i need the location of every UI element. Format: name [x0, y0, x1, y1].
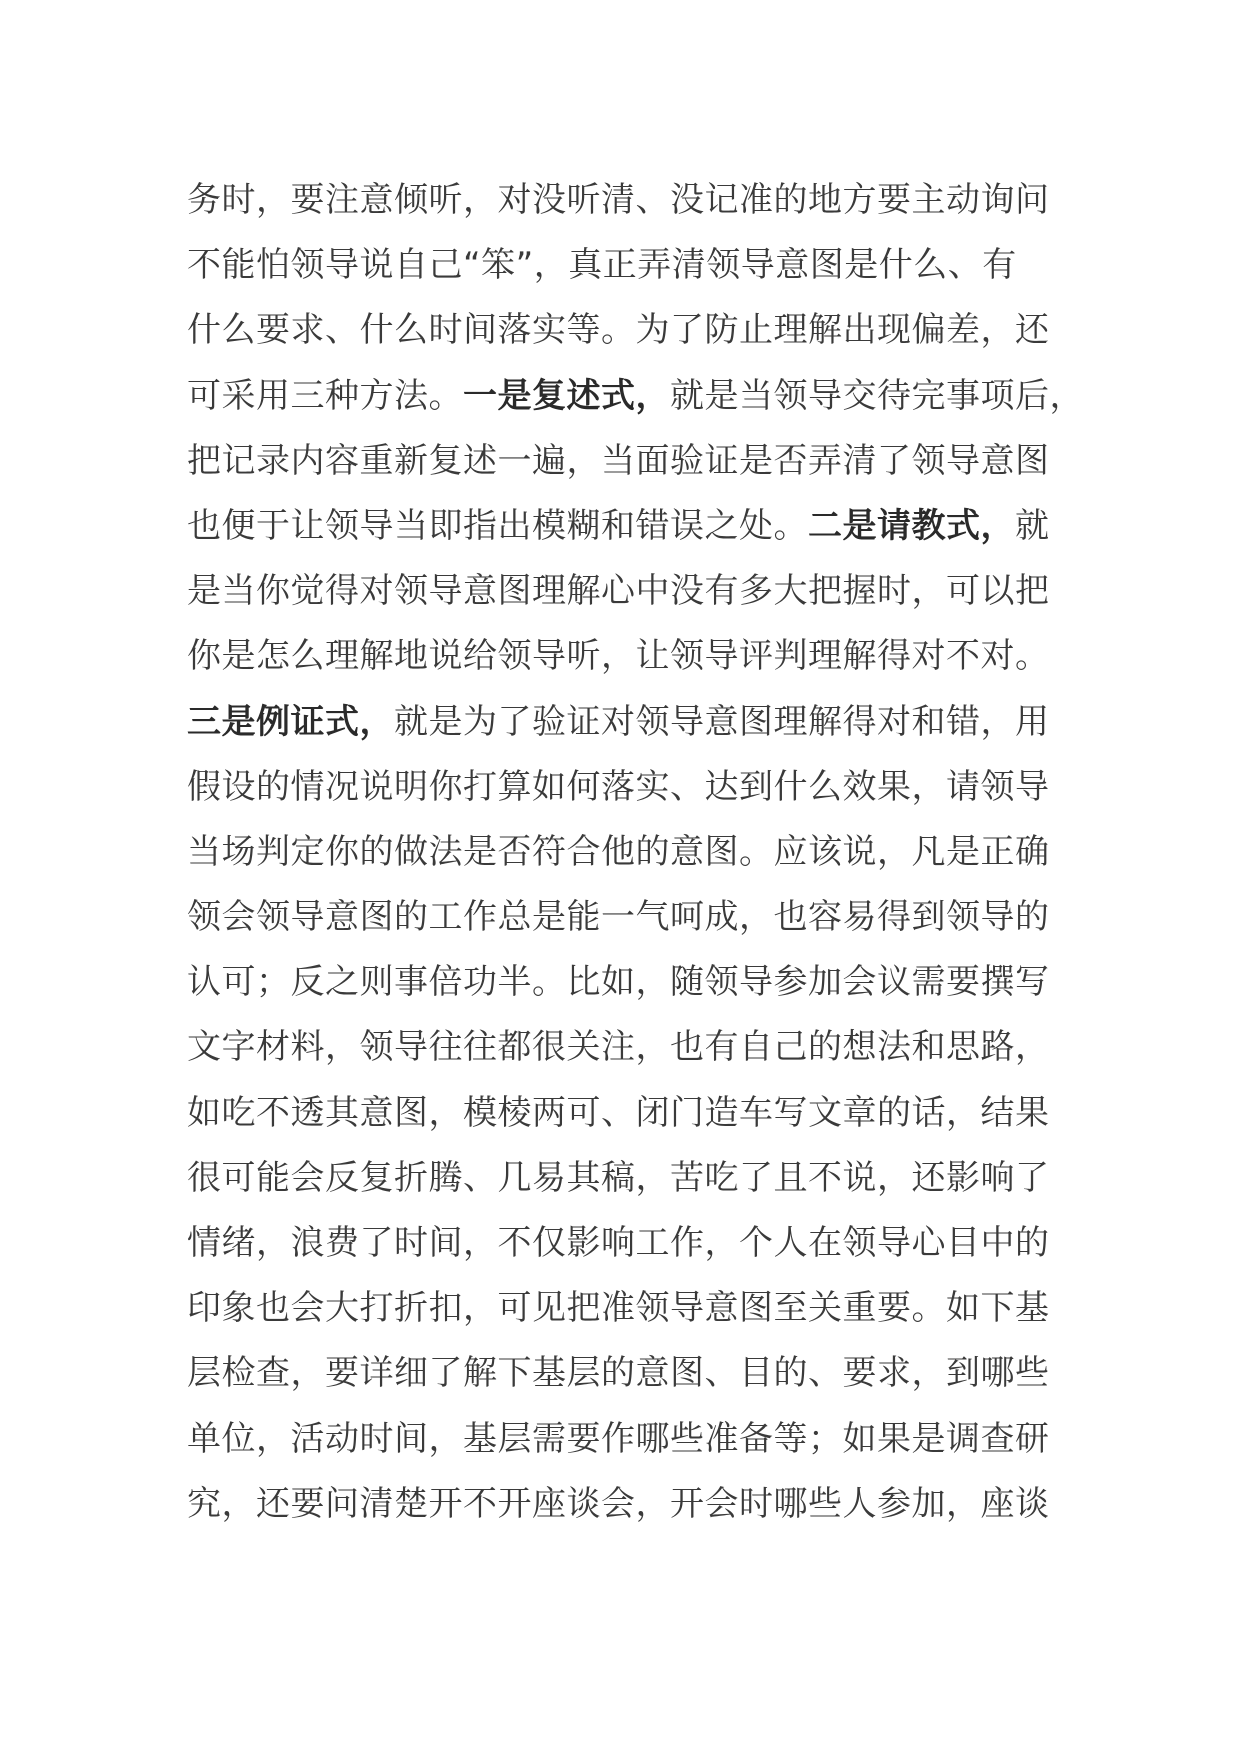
text-segment: 单位，活动时间，基层需要作哪些准备等；如果是调查研 — [187, 1418, 1050, 1459]
bold-heading-phrase: 一是复述式， — [463, 375, 670, 416]
text-line — [187, 1472, 1087, 1537]
text-line — [187, 364, 1087, 429]
text-segment: 可采用三种方法。 — [187, 375, 463, 416]
text-segment: 你是怎么理解地说给领导听，让领导评判理解得对不对。 — [187, 636, 1050, 677]
text-line — [187, 168, 1087, 233]
text-segment: 假设的情况说明你打算如何落实、达到什么效果，请领导 — [187, 766, 1050, 807]
text-segment: 就是当领导交待完事项后， — [670, 375, 1084, 416]
text-segment: 就是为了验证对领导意图理解得对和错，用 — [394, 701, 1050, 742]
bold-heading-phrase: 二是请教式， — [808, 505, 1015, 546]
text-segment: 就 — [1015, 505, 1050, 546]
text-line — [187, 559, 1087, 624]
body-text — [187, 168, 1087, 1537]
text-segment: 不能怕领导说自己“笨”，真正弄清领导意图是什么、有 — [187, 245, 1017, 286]
text-segment: 层检查，要详细了解下基层的意图、目的、要求，到哪些 — [187, 1353, 1050, 1394]
text-segment: 当场判定你的做法是否符合他的意图。应该说，凡是正确 — [187, 831, 1050, 872]
text-line — [187, 820, 1087, 885]
text-line — [187, 1211, 1087, 1276]
text-line — [187, 755, 1087, 820]
text-segment: 印象也会大打折扣，可见把准领导意图至关重要。如下基 — [187, 1288, 1050, 1329]
text-line — [187, 1341, 1087, 1406]
text-line — [187, 1146, 1087, 1211]
text-line — [187, 494, 1087, 559]
text-line — [187, 233, 1087, 298]
text-segment: 认可；反之则事倍功半。比如，随领导参加会议需要撰写 — [187, 962, 1050, 1003]
text-line — [187, 950, 1087, 1015]
text-line — [187, 298, 1087, 363]
text-line — [187, 1081, 1087, 1146]
text-segment: 什么要求、什么时间落实等。为了防止理解出现偏差，还 — [187, 310, 1050, 351]
text-segment: 情绪，浪费了时间，不仅影响工作，个人在领导心目中的 — [187, 1223, 1050, 1263]
text-line — [187, 690, 1087, 755]
text-line — [187, 1407, 1087, 1472]
text-line — [187, 885, 1087, 950]
text-line — [187, 1015, 1087, 1080]
text-line — [187, 624, 1087, 689]
text-segment: 文字材料，领导往往都很关注，也有自己的想法和思路， — [187, 1027, 1050, 1068]
text-segment: 把记录内容重新复述一遍，当面验证是否弄清了领导意图 — [187, 440, 1050, 481]
text-segment: 务时，要注意倾听，对没听清、没记准的地方要主动询问 — [187, 180, 1050, 220]
text-segment: 究，还要问清楚开不开座谈会，开会时哪些人参加，座谈 — [187, 1483, 1050, 1524]
text-segment: 如吃不透其意图，模棱两可、闭门造车写文章的话，结果 — [187, 1092, 1050, 1133]
bold-heading-phrase: 三是例证式， — [187, 701, 394, 742]
text-segment: 是当你觉得对领导意图理解心中没有多大把握时，可以把 — [187, 571, 1050, 612]
text-segment: 领会领导意图的工作总是能一气呵成，也容易得到领导的 — [187, 897, 1050, 938]
text-line — [187, 429, 1087, 494]
text-line — [187, 1276, 1087, 1341]
text-segment: 也便于让领导当即指出模糊和错误之处。 — [187, 505, 808, 546]
text-segment: 很可能会反复折腾、几易其稿，苦吃了且不说，还影响了 — [187, 1157, 1050, 1198]
